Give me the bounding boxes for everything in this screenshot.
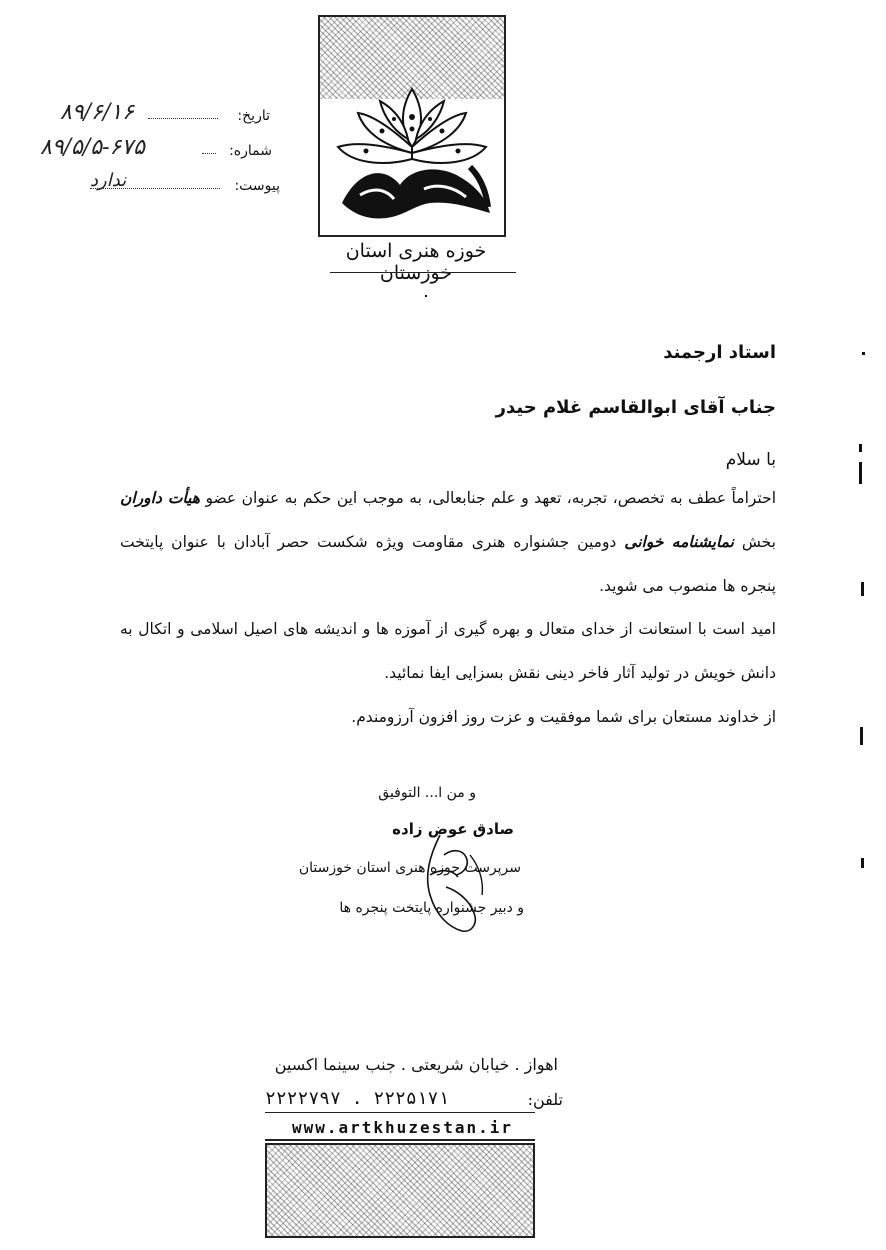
attachment-value: ندارد	[90, 170, 127, 191]
number-field	[40, 135, 272, 167]
scan-mark	[425, 295, 427, 297]
scan-mark	[862, 352, 865, 355]
date-dotted-line	[148, 118, 218, 119]
lotus-emblem-icon	[320, 17, 504, 235]
date-value: ۸۹/۶/۱۶	[60, 100, 134, 125]
letter-paragraph-2: امید است با استعانت از خدای متعال و بهره گیری از آموزه ها و اندیشه های اصیل اسلامی و اتکال به دانش خویش در تولید آثار فاخر دینی نقش بسزایی ایفا نمائید.	[120, 620, 776, 682]
logo-underline	[330, 272, 516, 273]
footer-divider-top	[265, 1112, 535, 1113]
salutation-title: استاد ارجمند	[663, 342, 776, 363]
paragraph1-emphasis-jury: هیأت داوران	[120, 489, 200, 507]
number-label: شماره:	[229, 143, 272, 159]
letter-paragraph-1	[120, 476, 776, 608]
signatory-title-line2: و دبیر جشنواره پایتخت پنجره ها	[339, 900, 524, 916]
footer-decorative-band	[265, 1143, 535, 1238]
letter-paragraph-3: از خداوند مستعان برای شما موفقیت و عزت روز افزون آرزومندم.	[351, 708, 776, 726]
organization-logo	[318, 15, 506, 237]
recipient-name: جناب آقای ابوالقاسم غلام حیدر	[495, 397, 776, 418]
scan-mark	[860, 727, 863, 745]
number-dotted-line	[202, 153, 216, 154]
phone-numbers: ۲۲۲۵۱۷۱ . ۲۲۲۲۷۹۷	[265, 1088, 450, 1109]
paragraph1-text-a: احتراماً عطف به تخصص، تجربه، تعهد و علم جنابعالی، به موجب این حکم به عنوان عضو	[205, 489, 776, 507]
scan-mark	[859, 462, 862, 484]
date-field	[60, 100, 270, 132]
attachment-label: پیوست:	[234, 178, 280, 194]
logo-caption: خوزه هنری استان خوزستان	[345, 240, 487, 284]
signatory-name: صادق عوض زاده	[392, 820, 514, 838]
paragraph1-emphasis-section: نمایشنامه خوانی	[624, 533, 734, 551]
footer-phone-row	[263, 1088, 563, 1114]
footer-divider-bottom	[265, 1139, 535, 1141]
scan-mark	[859, 444, 862, 452]
website-link[interactable]: www.artkhuzestan.ir	[291, 1118, 514, 1137]
greeting: با سلام	[725, 450, 776, 470]
attachment-field	[70, 170, 280, 202]
closing-phrase: و من ا... التوفیق	[378, 785, 476, 801]
scan-mark	[861, 858, 864, 868]
paragraph1-text-c: دومین جشنواره هنری مقاومت ویژه شکست حصر آبادان با عنوان پایتخت پنجره ها منصوب می شوید.	[120, 533, 776, 595]
number-value: ۸۹/۵/۵-۶۷۵	[40, 135, 145, 160]
paragraph1-text-b: بخش	[741, 533, 776, 551]
date-label: تاریخ:	[237, 108, 270, 124]
scan-mark	[861, 582, 864, 596]
footer-address: اهواز . خیابان شریعتی . جنب سینما اکسین	[274, 1055, 558, 1074]
phone-label: تلفن:	[527, 1090, 563, 1109]
signatory-title-line1: سرپرست حوزه هنری استان خوزستان	[298, 860, 521, 876]
handwritten-signature-icon	[400, 815, 520, 945]
